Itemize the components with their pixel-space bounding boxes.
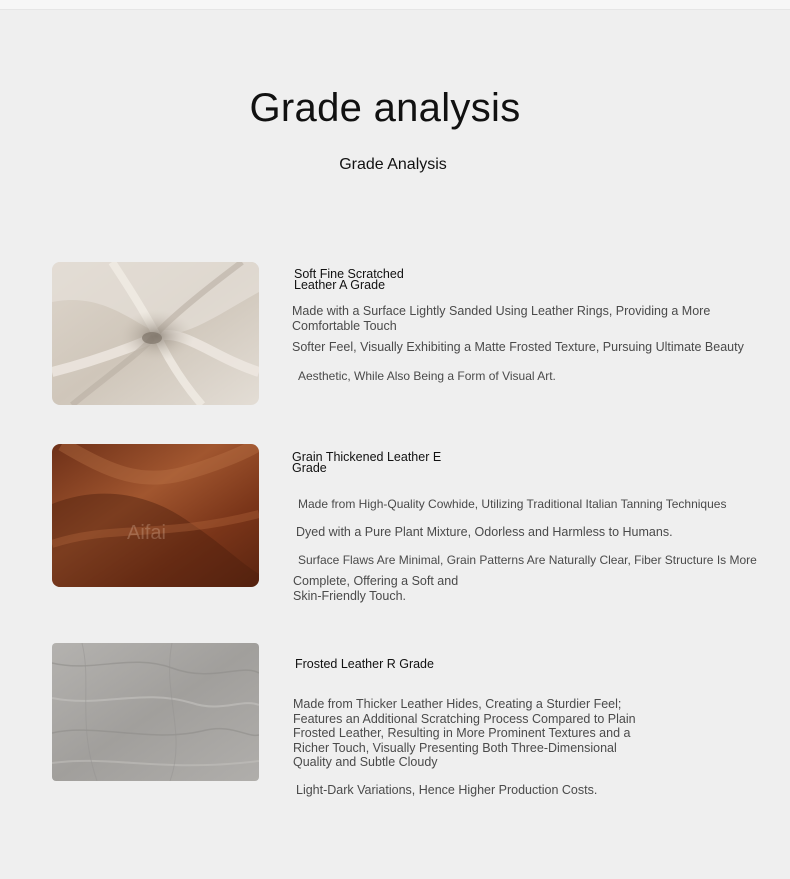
grade-r-heading-line1: Frosted Leather R Grade (295, 657, 434, 671)
gray-leather-swatch-image (52, 643, 259, 781)
grade-e-heading (292, 452, 441, 474)
grade-a-paragraph-3: Aesthetic, While Also Being a Form of Visual Art. (298, 369, 556, 383)
grade-e-paragraph-2: Dyed with a Pure Plant Mixture, Odorless and Harmless to Humans. (296, 525, 673, 539)
brown-leather-swatch-image (52, 444, 259, 587)
page-subtitle: Grade Analysis (339, 156, 447, 173)
grade-e-heading-line2: Grade (292, 461, 327, 475)
grade-e-paragraph-3: Surface Flaws Are Minimal, Grain Patterns Are Naturally Clear, Fiber Structure Is More (298, 553, 757, 567)
swatch-watermark: Aifai (127, 522, 166, 544)
grade-r-heading (295, 659, 434, 670)
grade-a-paragraph-2: Softer Feel, Visually Exhibiting a Matte Frosted Texture, Pursuing Ultimate Beauty (292, 340, 744, 354)
page-title: Grade analysis (249, 86, 521, 130)
grade-e-paragraph-4: Complete, Offering a Soft and Skin-Friendly Touch. (293, 574, 459, 603)
grade-a-paragraph-1: Made with a Surface Lightly Sanded Using Leather Rings, Providing a More Comfortable Touch (292, 304, 711, 333)
top-strip (0, 0, 790, 10)
grade-a-heading-line1: Soft Fine Scratched (294, 267, 404, 281)
grade-e-heading-line1: Grain Thickened Leather E (292, 450, 442, 464)
grade-r-paragraph-2: Light-Dark Variations, Hence Higher Production Costs. (296, 783, 598, 797)
cream-leather-swatch-image (52, 262, 259, 405)
grade-e-paragraph-1: Made from High-Quality Cowhide, Utilizing Traditional Italian Tanning Techniques (298, 497, 727, 511)
grade-a-heading-line2: Leather A Grade (294, 278, 386, 292)
grade-a-heading (294, 269, 404, 291)
grade-r-paragraph-1: Made from Thicker Leather Hides, Creating a Sturdier Feel; Features an Additional Scratching Process Compared to Plain Frosted Leather, Resulting in More Prominent Textures and a Richer Touch, Visually Presenting Both Three-Dimensional Quality and Subtle Cloudy (293, 697, 636, 769)
